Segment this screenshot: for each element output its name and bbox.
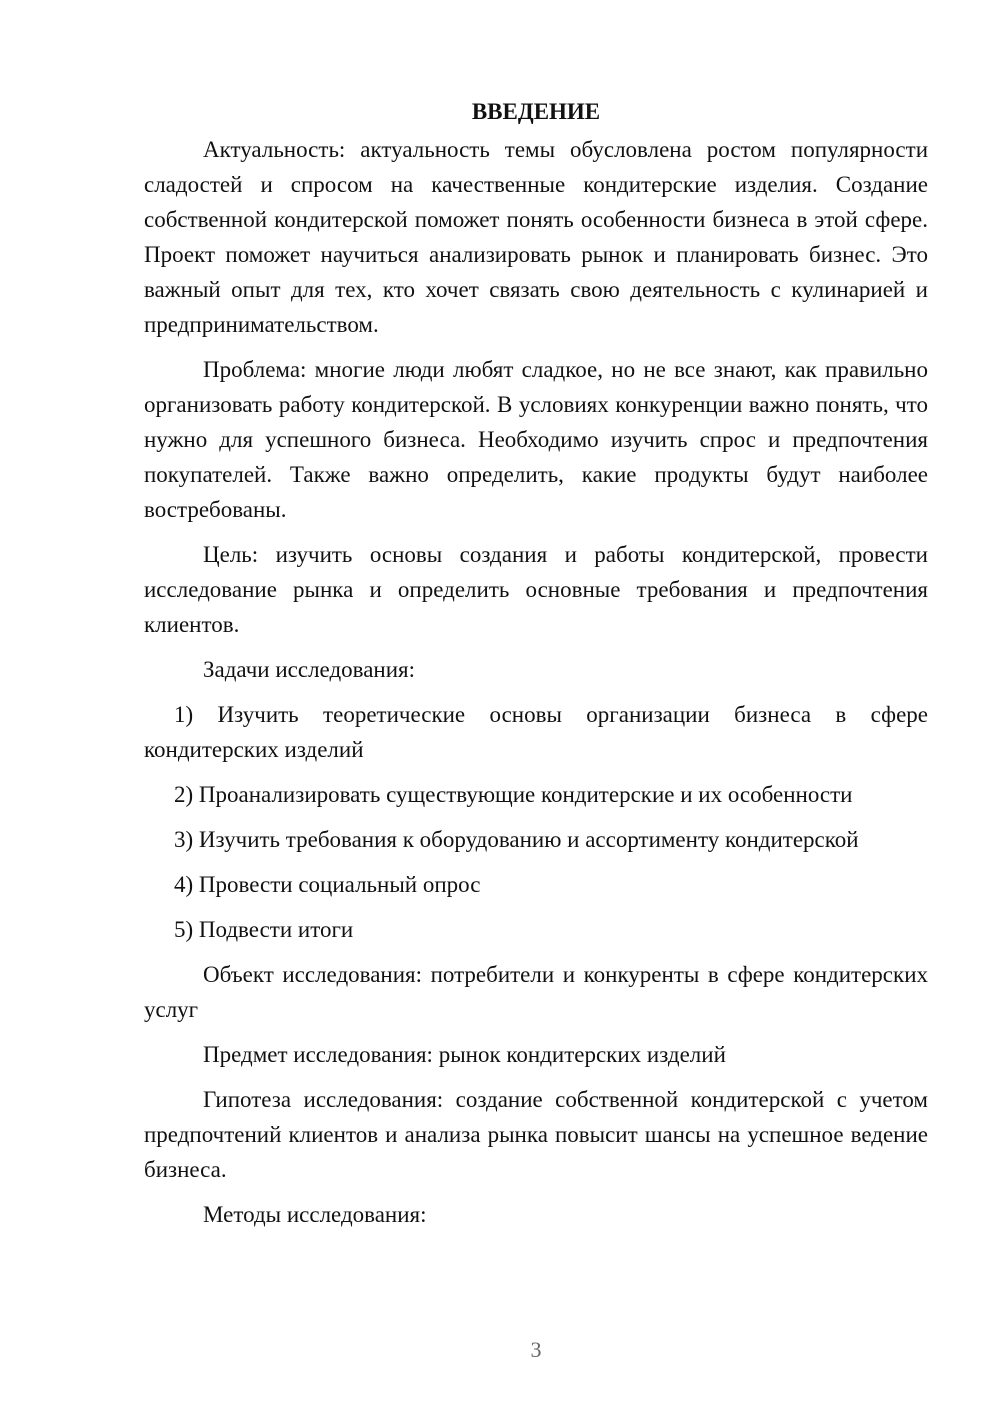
task-item-2: 2) Проанализировать существующие кондитерские и их особенности [174, 782, 853, 807]
paragraph-relevance: Актуальность: актуальность темы обусловлена ростом популярности сладостей и спросом на качественные кондитерские изделия. Создание собственной кондитерской поможет понять особенности бизнеса в этой сфере. Проект поможет научиться анализировать рынок и планировать бизнес. Это важный опыт для тех, кто хочет связать свою деятельность с кулинарией и предпринимательством. [144, 137, 928, 337]
paragraph-goal: Цель: изучить основы создания и работы кондитерской, провести исследование рынка и определить основные требования и предпочтения клиентов. [144, 542, 928, 637]
paragraph-subject: Предмет исследования: рынок кондитерских изделий [203, 1042, 726, 1067]
task-item-4: 4) Провести социальный опрос [174, 872, 481, 897]
tasks-heading: Задачи исследования: [203, 657, 416, 682]
paragraph-hypothesis: Гипотеза исследования: создание собственной кондитерской с учетом предпочтений клиентов и анализа рынка повысит шансы на успешное ведение бизнеса. [144, 1087, 928, 1182]
page-content [144, 94, 928, 1242]
task-item-5: 5) Подвести итоги [174, 917, 354, 942]
paragraph-problem: Проблема: многие люди любят сладкое, но не все знают, как правильно организовать работу кондитерской. В условиях конкуренции важно понять, что нужно для успешного бизнеса. Необходимо изучить спрос и предпочтения покупателей. Также важно определить, какие продукты будут наиболее востребованы. [144, 357, 928, 522]
task-item-1: 1) Изучить теоретические основы организации бизнеса в сфере кондитерских изделий [144, 702, 928, 762]
page-number: 3 [530, 1337, 542, 1362]
paragraph-methods: Методы исследования: [203, 1202, 427, 1227]
page-title: ВВЕДЕНИЕ [471, 99, 601, 124]
task-item-3: 3) Изучить требования к оборудованию и ассортименту кондитерской [174, 827, 859, 852]
paragraph-object: Объект исследования: потребители и конкуренты в сфере кондитерских услуг [144, 962, 928, 1022]
